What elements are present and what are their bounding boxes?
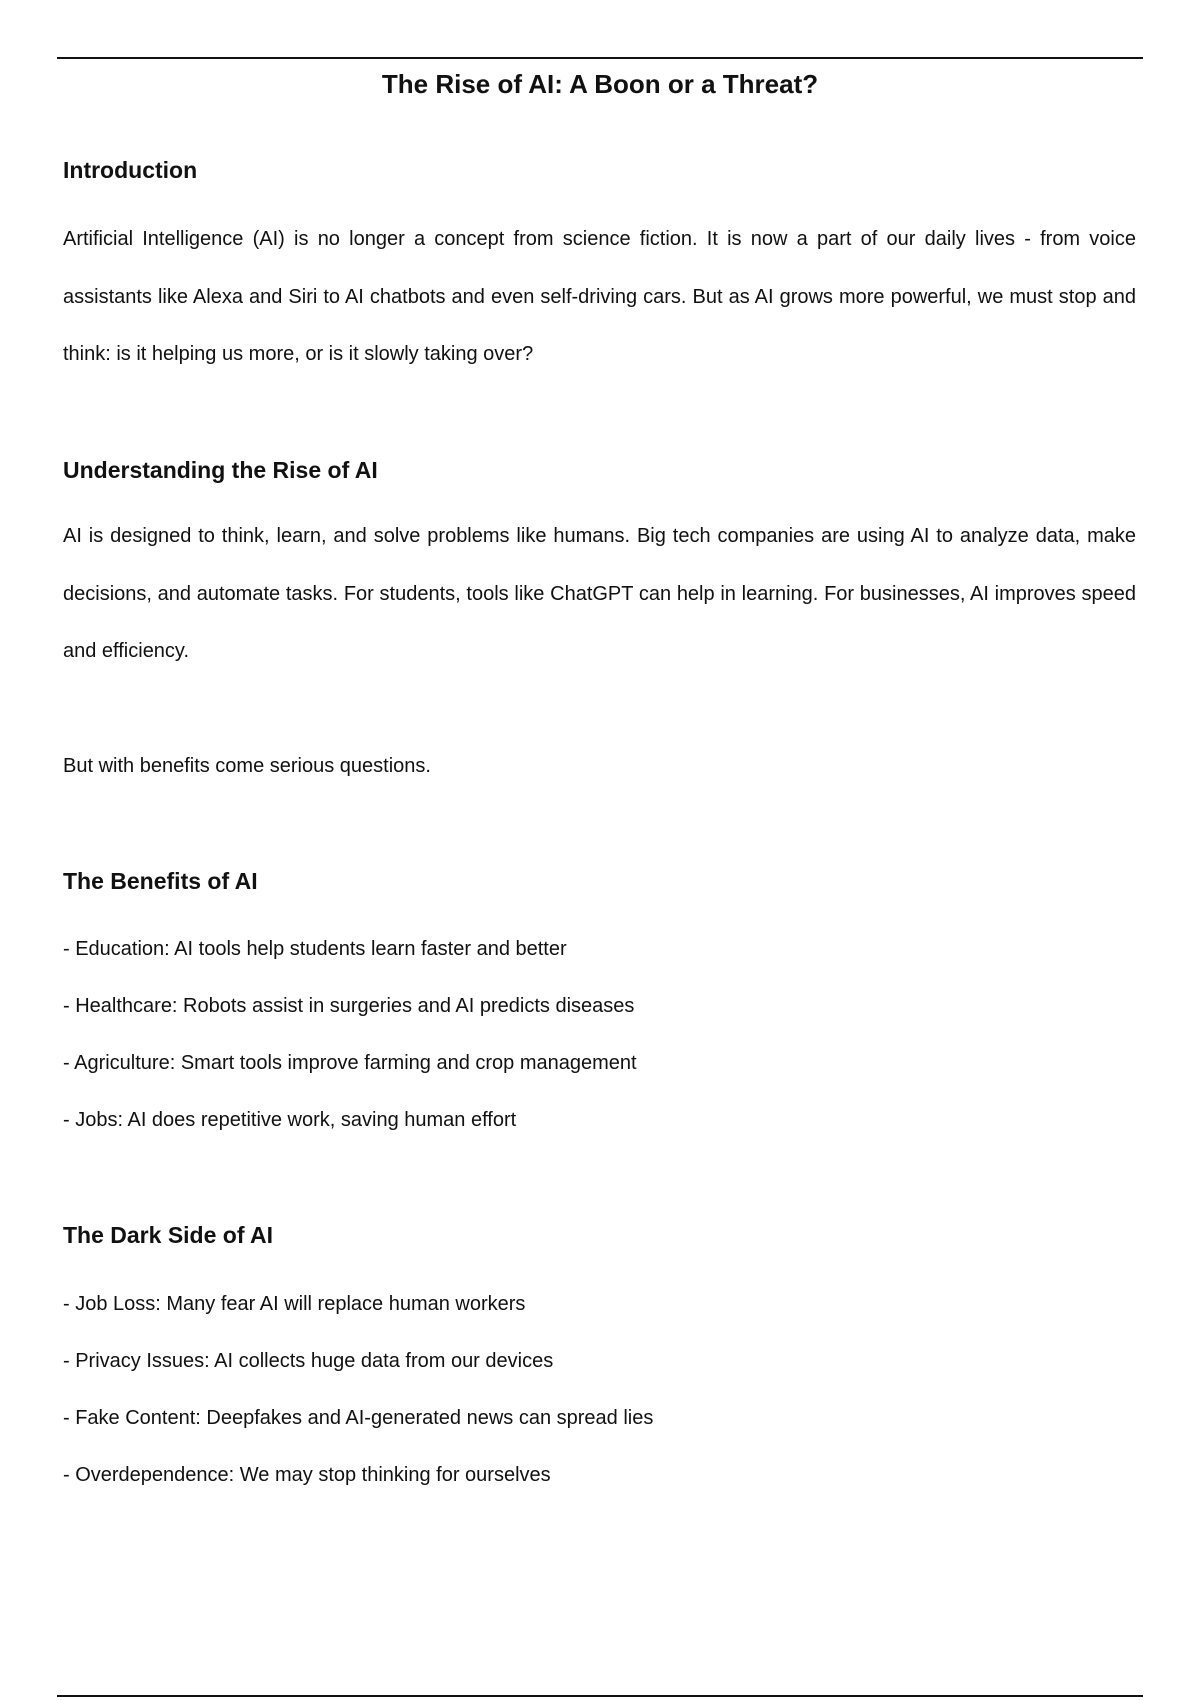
list-item: - Education: AI tools help students learn faster and better (63, 938, 567, 960)
list-item: - Healthcare: Robots assist in surgeries and AI predicts diseases (63, 995, 635, 1017)
heading-understanding-rise-of-ai: Understanding the Rise of AI (63, 457, 378, 483)
heading-benefits-of-ai: The Benefits of AI (63, 868, 258, 894)
paragraph-serious-questions: But with benefits come serious questions. (63, 755, 431, 777)
top-rule (57, 57, 1143, 59)
paragraph-understanding-rise-of-ai: AI is designed to think, learn, and solve problems like humans. Big tech companies are using AI to analyze data, make decisions, and automate tasks. For students, tools like ChatGPT can help in learning. For businesses, AI improves speed and efficiency. (63, 525, 1136, 662)
list-item: - Fake Content: Deepfakes and AI-generated news can spread lies (63, 1407, 654, 1429)
paragraph-introduction: Artificial Intelligence (AI) is no longer a concept from science fiction. It is now a part of our daily lives - from voice assistants like Alexa and Siri to AI chatbots and even self-driving cars. But as AI grows more powerful, we must stop and think: is it helping us more, or is it slowly taking over? (63, 228, 1136, 365)
list-item: - Agriculture: Smart tools improve farming and crop management (63, 1052, 637, 1074)
heading-introduction: Introduction (63, 157, 198, 183)
list-item: - Privacy Issues: AI collects huge data from our devices (63, 1350, 554, 1372)
document-title: The Rise of AI: A Boon or a Threat? (381, 69, 819, 99)
list-item: - Overdependence: We may stop thinking for ourselves (63, 1464, 551, 1486)
list-item: - Job Loss: Many fear AI will replace human workers (63, 1293, 526, 1315)
benefits-list (63, 934, 637, 1162)
list-item: - Jobs: AI does repetitive work, saving human effort (63, 1109, 517, 1131)
dark-side-list (63, 1289, 653, 1517)
bottom-rule (57, 1695, 1143, 1697)
heading-dark-side-of-ai: The Dark Side of AI (63, 1222, 274, 1248)
